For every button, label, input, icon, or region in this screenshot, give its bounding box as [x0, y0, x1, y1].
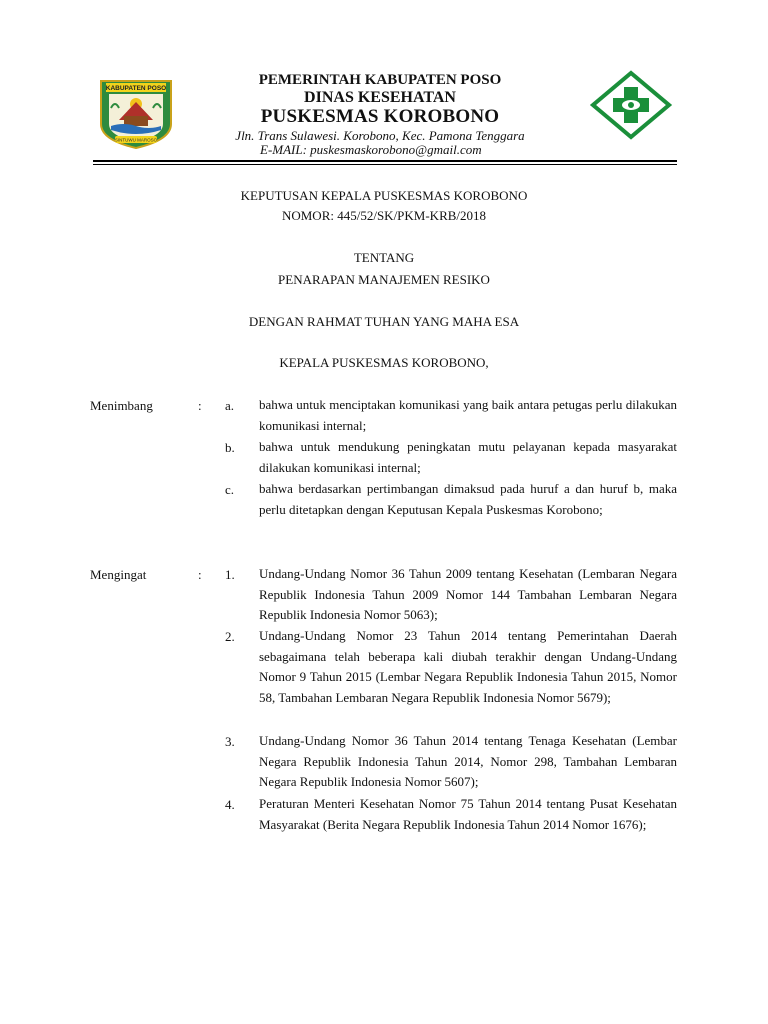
list-item-marker: 1.	[225, 567, 235, 582]
letterhead-rule-thin	[93, 164, 677, 165]
list-item-text: Undang-Undang Nomor 36 Tahun 2014 tentang Tenaga Kesehatan (Lembar Negara Republik Indonesia Tahun 2014, Nomor 298, Tambahan Lembaran Negara Republik Indonesia Nomor 5607);	[259, 733, 677, 789]
email-line: E-MAIL: puskesmaskorobono@gmail.com	[260, 142, 482, 157]
list-item-text: Peraturan Menteri Kesehatan Nomor 75 Tahun 2014 tentang Pusat Kesehatan Masyarakat (Berita Negara Republik Indonesia Tahun 2014 Nomor 1676);	[259, 796, 677, 832]
list-item-marker: a.	[225, 398, 235, 413]
authority-line: KEPALA PUSKESMAS KOROBONO,	[279, 355, 489, 370]
list-item-text: bahwa untuk mendukung peningkatan mutu pelayanan kepada masyarakat dilakukan komunikasi internal;	[259, 439, 677, 475]
emblem-title-text: KABUPATEN POSO	[105, 85, 167, 93]
invocation-line: DENGAN RAHMAT TUHAN YANG MAHA ESA	[248, 314, 520, 329]
institution-name: PUSKESMAS KOROBONO	[260, 106, 500, 127]
mengingat-colon: :	[198, 567, 202, 582]
list-item-text: Undang-Undang Nomor 23 Tahun 2014 tentang Pemerintahan Daerah sebagaimana telah beberapa kali diubah terakhir dengan Undang-Undang Nomor 9 Tahun 2015 (Lembar Negara Republik Indonesia Tahun 2015, Nomor 58, Tambahan Lembaran Negara Republik Indonesia Nomor 5679);	[259, 628, 677, 705]
government-name: PEMERINTAH KABUPATEN POSO	[258, 72, 502, 88]
menimbang-colon: :	[198, 398, 202, 413]
department-name: DINAS KESEHATAN	[304, 89, 456, 106]
list-item-marker: c.	[225, 482, 235, 497]
letterhead-rule-thick	[93, 160, 677, 162]
puskesmas-cross-logo-icon	[590, 70, 672, 140]
decree-number: NOMOR: 445/52/SK/PKM-KRB/2018	[281, 208, 487, 223]
emblem-ribbon-text: SINTUWU MAROSO	[114, 137, 158, 143]
list-item-marker: 3.	[225, 734, 235, 749]
list-item-marker: 4.	[225, 797, 235, 812]
list-item-text: Undang-Undang Nomor 36 Tahun 2009 tentang Kesehatan (Lembaran Negara Republik Indonesia Tahun 2009 Nomor 144 Tambahan Lembaran Negara Republik Indonesia Nomor 5063);	[259, 566, 677, 622]
menimbang-label: Menimbang	[90, 398, 153, 413]
mengingat-label: Mengingat	[90, 567, 147, 582]
list-item-marker: b.	[225, 440, 235, 455]
list-item-text: bahwa untuk menciptakan komunikasi yang baik antara petugas perlu dilakukan komunikasi internal;	[259, 397, 677, 433]
decree-subject: PENARAPAN MANAJEMEN RESIKO	[278, 272, 490, 287]
list-item-text: bahwa berdasarkan pertimbangan dimaksud pada huruf a dan huruf b, maka perlu ditetapkan dengan Keputusan Kepala Puskesmas Korobono;	[259, 481, 677, 517]
address-line: Jln. Trans Sulawesi. Korobono, Kec. Pamona Tenggara	[235, 128, 525, 143]
list-item-marker: 2.	[225, 629, 235, 644]
decree-title: KEPUTUSAN KEPALA PUSKESMAS KOROBONO	[240, 188, 528, 203]
about-heading: TENTANG	[353, 250, 415, 265]
kabupaten-poso-emblem-icon	[97, 78, 175, 150]
